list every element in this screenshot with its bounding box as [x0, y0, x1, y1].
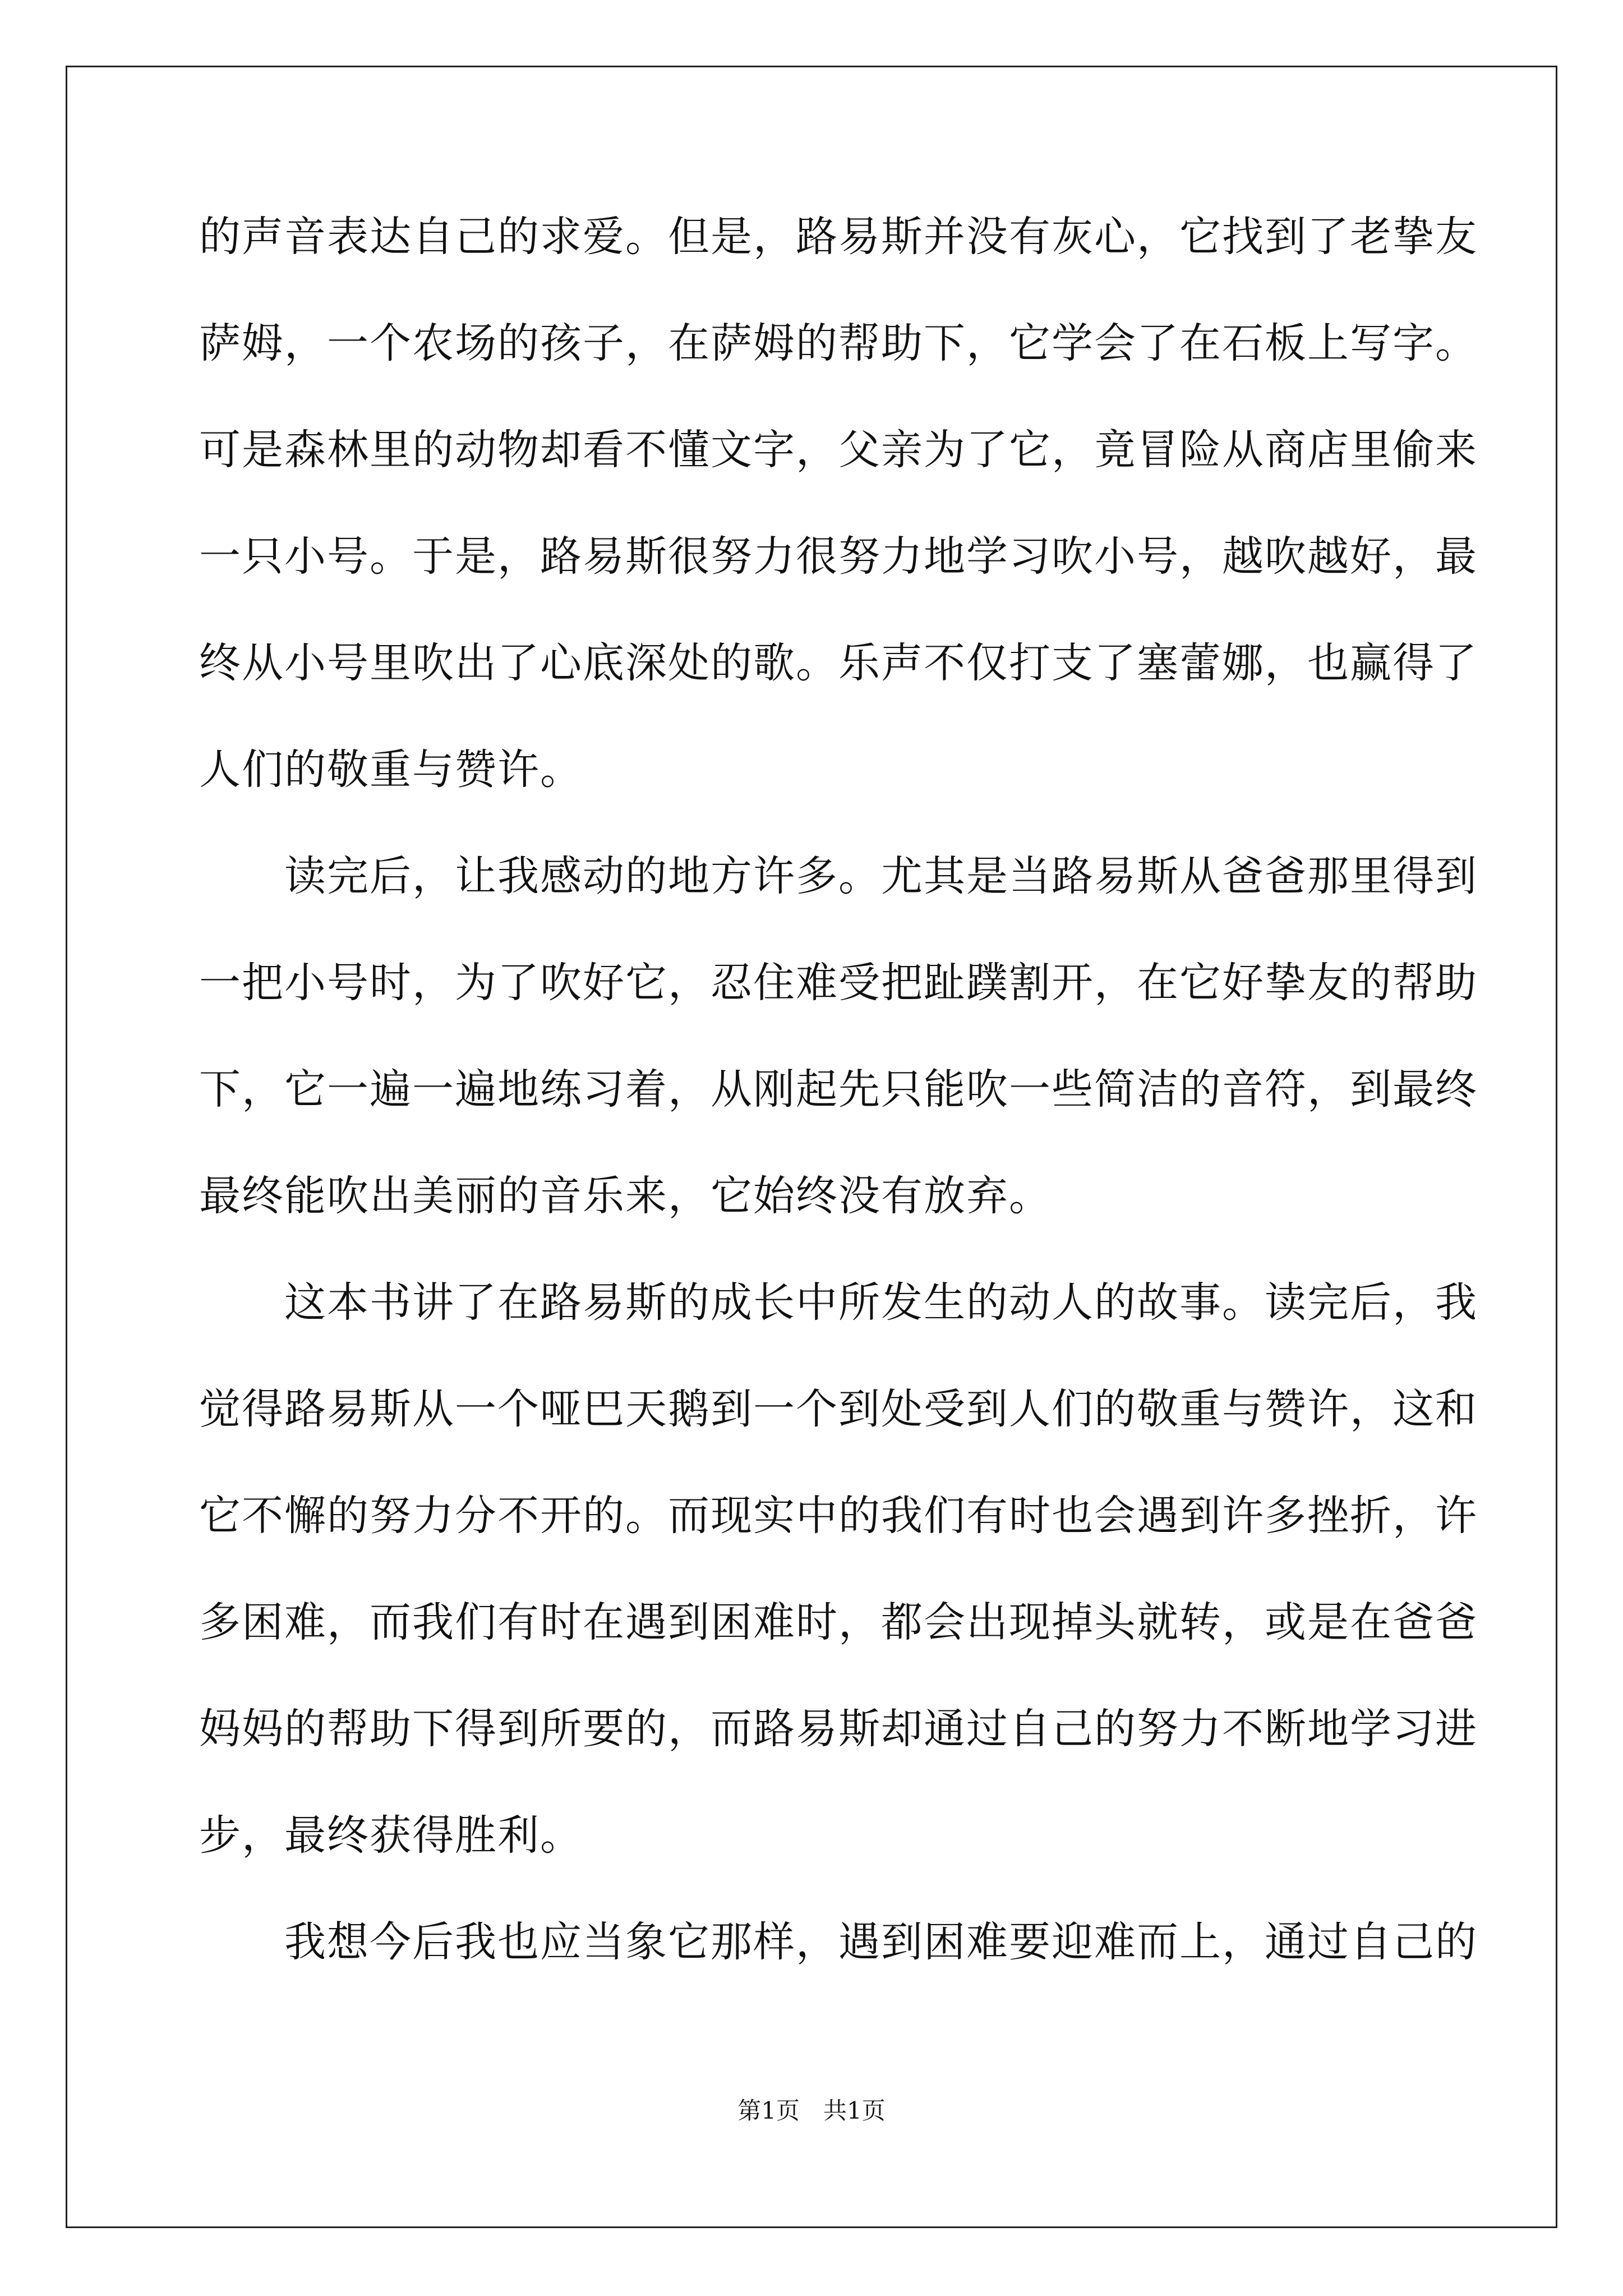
- page-number: 第1页 共1页: [737, 2097, 886, 2124]
- page-border: [66, 66, 1557, 2228]
- text-line: 一只小号。于是，路易斯很努力很努力地学习吹小号，越吹越好，最: [199, 532, 1478, 581]
- text-line: 步，最终获得胜利。: [199, 1811, 583, 1860]
- text-line: 终从小号里吹出了心底深处的歌。乐声不仅打支了塞蕾娜，也赢得了: [199, 639, 1478, 687]
- text-line: 人们的敬重与赞许。: [199, 746, 583, 794]
- text-line: 多困难，而我们有时在遇到困难时，都会出现掉头就转，或是在爸爸: [199, 1598, 1478, 1646]
- text-line: 这本书讲了在路易斯的成长中所发生的动人的故事。读完后，我: [199, 1278, 1478, 1327]
- text-line: 萨姆，一个农场的孩子，在萨姆的帮助下，它学会了在石板上写字。: [199, 319, 1478, 367]
- text-line: 下，它一遍一遍地练习着，从刚起先只能吹一些简洁的音符，到最终: [199, 1065, 1478, 1114]
- text-line: 一把小号时，为了吹好它，忍住难受把趾蹼割开，在它好挚友的帮助: [199, 959, 1478, 1007]
- text-line: 它不懈的努力分不开的。而现实中的我们有时也会遇到许多挫折，许: [199, 1492, 1478, 1540]
- text-line: 觉得路易斯从一个哑巴天鹅到一个到处受到人们的敬重与赞许，这和: [199, 1385, 1478, 1433]
- text-line: 的声音表达自己的求爱。但是，路易斯并没有灰心，它找到了老挚友: [199, 213, 1478, 261]
- text-line: 妈妈的帮助下得到所要的，而路易斯却通过自己的努力不断地学习进: [199, 1705, 1478, 1753]
- text-line: 可是森林里的动物却看不懂文字，父亲为了它，竟冒险从商店里偷来: [199, 426, 1478, 474]
- text-line: 我想今后我也应当象它那样，遇到困难要迎难而上，通过自己的: [199, 1918, 1478, 1966]
- text-line: 读完后，让我感动的地方许多。尤其是当路易斯从爸爸那里得到: [199, 852, 1478, 900]
- text-line: 最终能吹出美丽的音乐来，它始终没有放弃。: [199, 1172, 1052, 1220]
